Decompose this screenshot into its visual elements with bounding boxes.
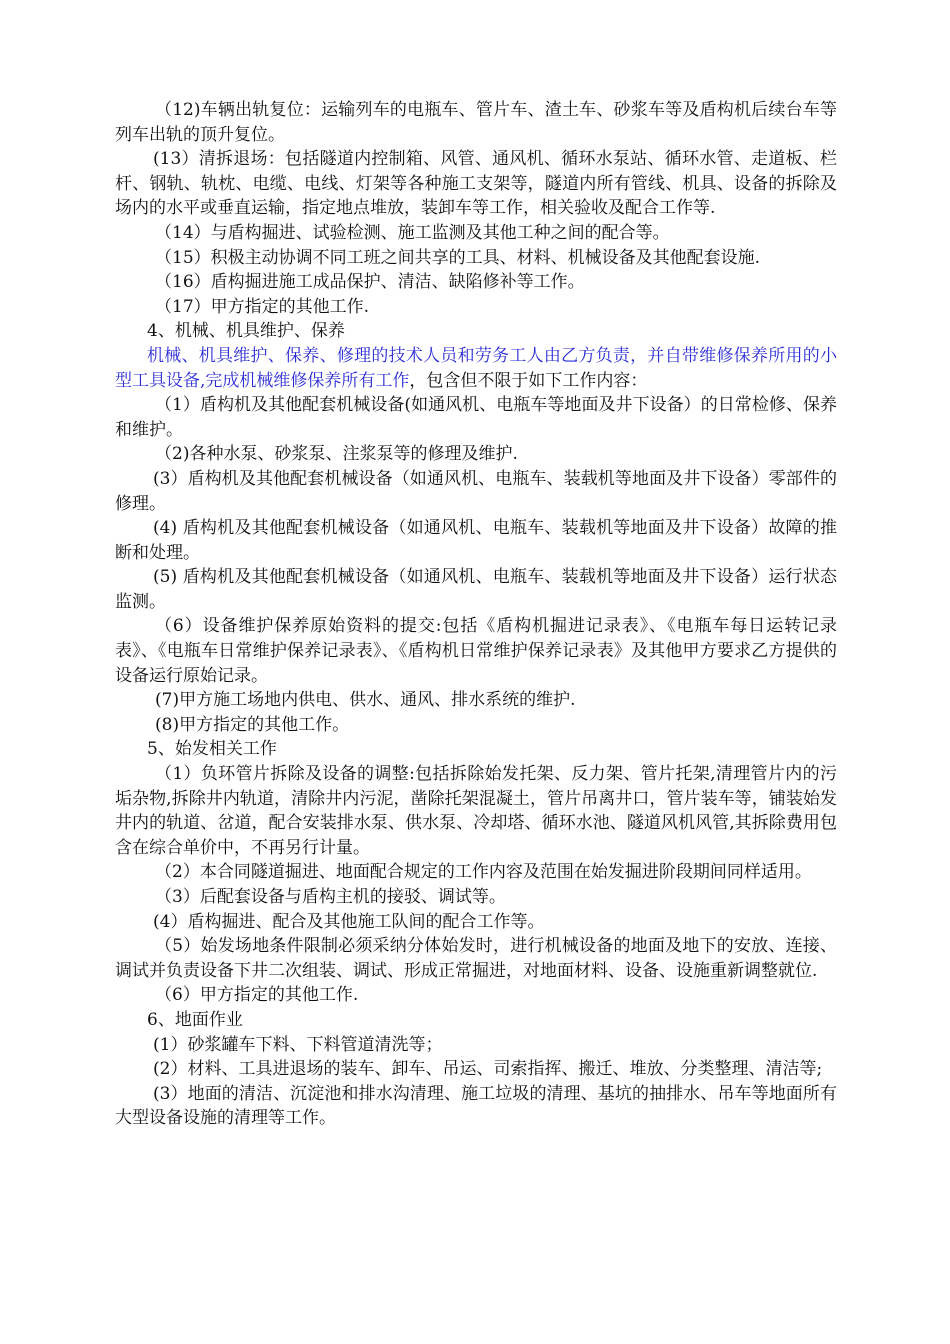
maintenance-item-7: (7)甲方施工场地内供电、供水、通风、排水系统的维护. <box>155 690 576 711</box>
paragraph-15: （15）积极主动协调不同工班之间共享的工具、材料、机械设备及其他配套设施. <box>155 247 761 268</box>
paragraph-12: （12)车辆出轨复位：运输列车的电瓶车、管片车、渣土车、砂浆车等及盾构机后续台车等列车出轨的顶升复位。 <box>115 100 837 145</box>
paragraph-13: (13）清拆退场：包括隧道内控制箱、风管、通风机、循环水泵站、循环水管、走道板、栏杆、钢轨、轨枕、电缆、电线、灯架等各种施工支架等，隧道内所有管线、机具、设备的拆除及场内的水平或垂直运输，指定地点堆放，装卸车等工作，相关验收及配合工作等. <box>115 149 837 219</box>
paragraph-16: （16）盾构掘进施工成品保护、清洁、缺陷修补等工作。 <box>155 272 585 293</box>
ground-item-2: (2）材料、工具进退场的装车、卸车、吊运、司索指挥、搬迁、堆放、分类整理、清洁等; <box>153 1059 823 1080</box>
launch-item-2: （2）本合同隧道掘进、地面配合规定的工作内容及范围在始发掘进阶段期间同样适用。 <box>155 862 812 883</box>
intro-continuation: ，包含但不限于如下工作内容： <box>409 370 648 391</box>
paragraph-maintenance-intro <box>115 344 837 393</box>
launch-item-3: （3）后配套设备与盾构主机的接驳、调试等。 <box>155 887 506 907</box>
launch-item-6: （6）甲方指定的其他工作. <box>155 985 359 1006</box>
maintenance-item-3: (3）盾构机及其他配套机械设备（如通风机、电瓶车、装载机等地面及井下设备）零部件的修理。 <box>115 468 837 514</box>
section-heading-4: 4、机械、机具维护、保养 <box>147 321 345 342</box>
document-body <box>115 98 837 1131</box>
highlighted-text: 机械、机具维护、保养、修理的技术人员和劳务工人由乙方负责，并自带维修保养所用的小型工具设备,完成机械维修保养所有工作 <box>115 345 837 391</box>
section-heading-6: 6、地面作业 <box>147 1009 243 1030</box>
launch-item-4: (4）盾构掘进、配合及其他施工队间的配合工作等。 <box>153 911 545 932</box>
ground-item-3: (3）地面的清洁、沉淀池和排水沟清理、施工垃圾的清理、基坑的抽排水、吊车等地面所有大型设备设施的清理等工作。 <box>115 1083 837 1129</box>
maintenance-item-1: （1）盾构机及其他配套机械设备(如通风机、电瓶车等地面及井下设备）的日常检修、保养和维护。 <box>115 395 837 440</box>
paragraph-14: （14）与盾构掘进、试验检测、施工监测及其他工种之间的配合等。 <box>155 222 670 243</box>
paragraph-17: （17）甲方指定的其他工作. <box>155 296 370 317</box>
launch-item-5: （5）始发场地条件限制必须采纳分体始发时，进行机械设备的地面及地下的安放、连接、调试并负责设备下井二次组装、调试、形成正常掘进，对地面材料、设备、设施重新调整就位. <box>115 936 837 981</box>
section-heading-5: 5、始发相关工作 <box>147 739 277 760</box>
ground-item-1: (1）砂浆罐车下料、下料管道清洗等； <box>153 1034 443 1055</box>
maintenance-item-2: （2)各种水泵、砂浆泵、注浆泵等的修理及维护. <box>155 444 518 465</box>
maintenance-item-4: (4) 盾构机及其他配套机械设备（如通风机、电瓶车、装载机等地面及井下设备）故障的推断和处理。 <box>115 518 837 563</box>
maintenance-item-5: (5) 盾构机及其他配套机械设备（如通风机、电瓶车、装载机等地面及井下设备）运行状态监测。 <box>115 567 837 612</box>
maintenance-item-8: (8)甲方指定的其他工作。 <box>155 714 350 735</box>
launch-item-1: （1）负环管片拆除及设备的调整:包括拆除始发托架、反力架、管片托架,清理管片内的污垢杂物,拆除井内轨道，清除井内污泥，凿除托架混凝土，管片吊离井口，管片装车等，铺装始发井内的轨道、岔道，配合安装排水泵、供水泵、冷却塔、循环水池、隧道风机风管,其拆除费用包含在综合单价中，不再另行计量。 <box>115 764 837 858</box>
maintenance-item-6: （6）设备维护保养原始资料的提交:包括《盾构机掘进记录表》、《电瓶车每日运转记录表》、《电瓶车日常维护保养记录表》、《盾构机日常维护保养记录表》及其他甲方要求乙方提供的设备运行原始记录。 <box>115 616 837 686</box>
